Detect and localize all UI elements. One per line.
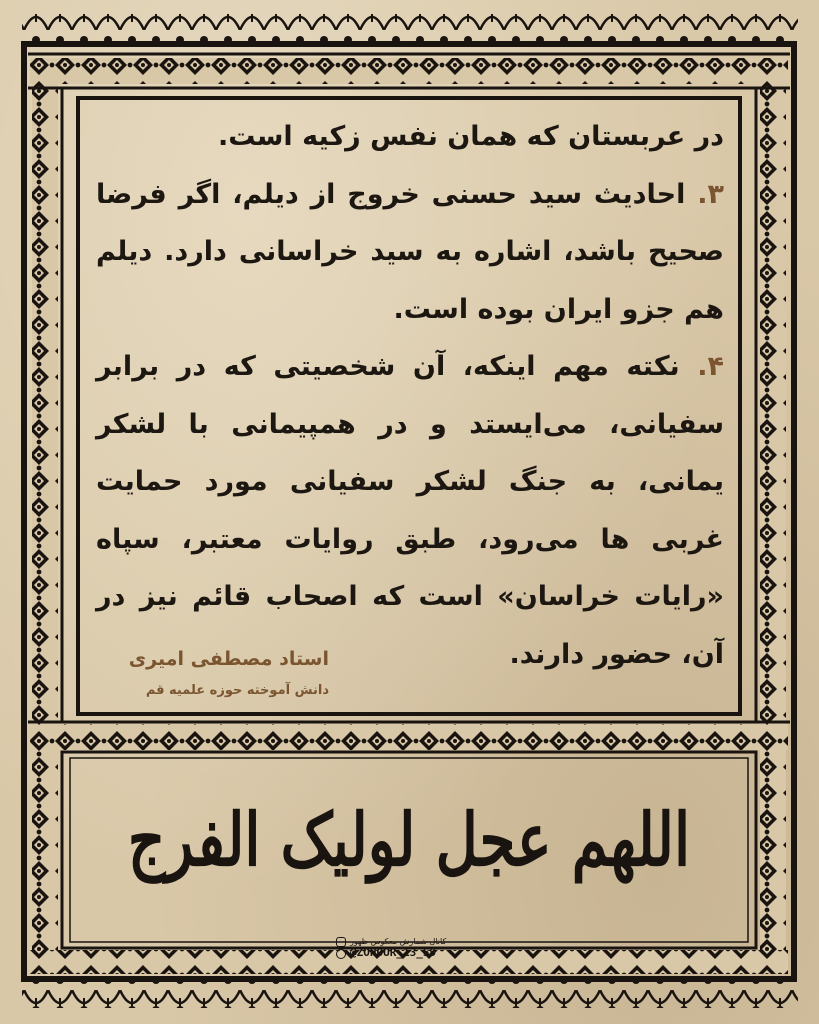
paragraph-text: در عربستان که همان نفس زکیه است. (218, 121, 724, 152)
instagram-icon (336, 937, 346, 947)
author-name: استاد مصطفی امیری (128, 648, 329, 670)
telegram-icon (336, 949, 346, 959)
channel-handle: @ZOHOUR_13_59 (350, 946, 437, 959)
paragraph-text: نکته مهم اینکه، آن شخصیتی که در برابر سفیانی، می‌ایستد و در همپیمانی با لشکر یمانی، به جنگ لشکر سفیانی مورد حمایت غربی ها می‌رود، طبق روایات معتبر، سپاه «رایات خراسان» است که اصحاب قائم نیز در آن، حضور دارند. (96, 351, 724, 670)
channel-name: کانال شمارش معکوس ظهور (350, 937, 447, 946)
paragraph-3 (96, 338, 724, 683)
article-text (96, 108, 724, 708)
calligraphy-banner (78, 752, 740, 928)
paragraph-1 (96, 108, 724, 166)
paragraph-2 (96, 166, 724, 339)
paragraph-text: احادیث سید حسنی خروج از دیلم، اگر فرضا صحیح باشد، اشاره به سید خراسانی دارد. دیلم هم جزو ایران بوده است. (96, 178, 724, 325)
paragraph-number: ۴. (697, 351, 724, 382)
channel-credit (336, 937, 446, 959)
author-title: دانش آموخته حوزه علمیه قم (145, 683, 329, 698)
paragraph-number: ۳. (697, 178, 724, 210)
calligraphy-text: اللهم عجل لولیک الفرج (127, 797, 691, 883)
